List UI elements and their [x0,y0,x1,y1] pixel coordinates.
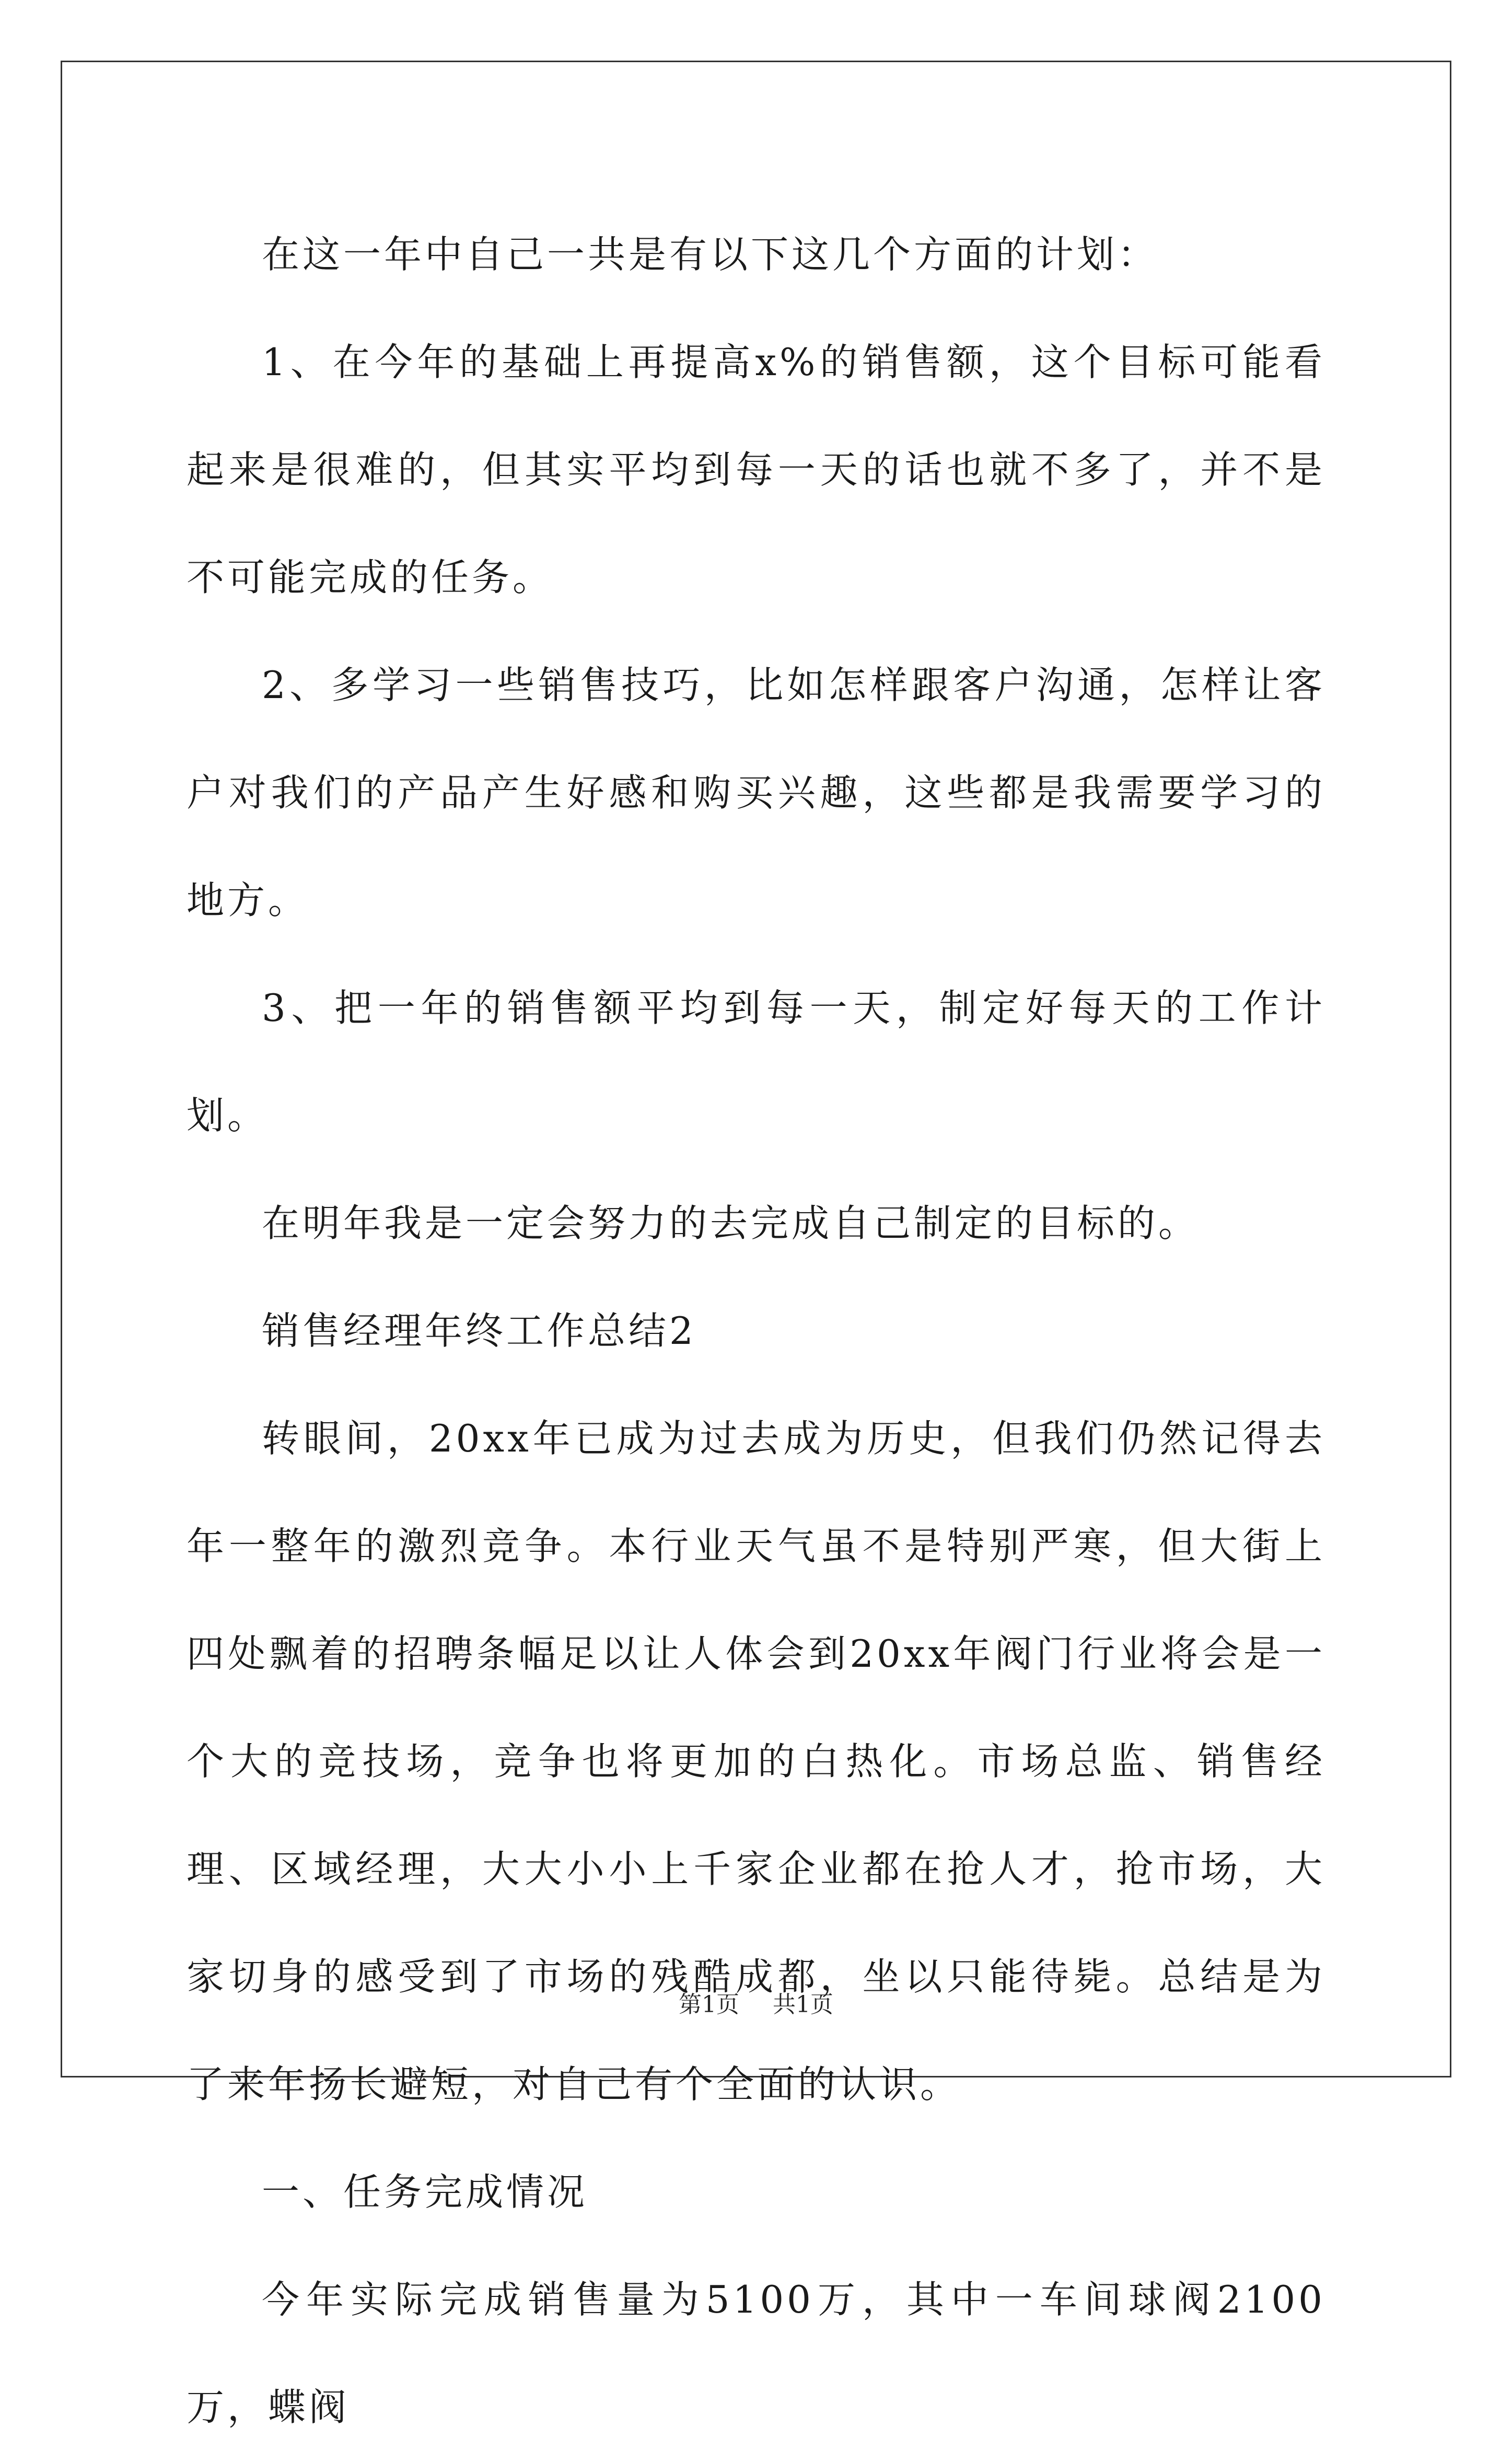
page-number: 第1页 [679,1991,739,2018]
page-total: 共1页 [773,1991,833,2018]
paragraph-review: 转眼间，20xx年已成为过去成为历史，但我们仍然记得去年一整年的激烈竞争。本行业天气虽不是特别严寒，但大街上四处飘着的招聘条幅足以让人体会到20xx年阀门行业将会是一个大的竞技场，竞争也将更加的白热化。市场总监、销售经理、区域经理，大大小小上千家企业都在抢人才，抢市场，大家切身的感受到了市场的残酷成都，坐以只能待毙。总结是为了来年扬长避短，对自己有个全面的认识。 [187,1417,1325,2106]
paragraph-next-year: 在明年我是一定会努力的去完成自己制定的目标的。 [262,1201,1200,1245]
document-body [187,201,1325,2461]
paragraph-plan-1: 1、在今年的基础上再提高x%的销售额，这个目标可能看起来是很难的，但其实平均到每一天的话也就不多了，并不是不可能完成的任务。 [187,340,1325,599]
section-title: 销售经理年终工作总结2 [262,1309,696,1353]
heading-task-completion: 一、任务完成情况 [262,2170,588,2214]
paragraph-plan-2: 2、多学习一些销售技巧，比如怎样跟客户沟通，怎样让客户对我们的产品产生好感和购买兴趣，这些都是我需要学习的地方。 [187,663,1325,922]
paragraph-sales-volume: 今年实际完成销售量为5100万，其中一车间球阀2100万，蝶阀 [187,2278,1325,2429]
page-footer [0,1986,1512,2019]
paragraph-plan-3: 3、把一年的销售额平均到每一天，制定好每天的工作计划。 [187,986,1325,1137]
paragraph-plan-intro: 在这一年中自己一共是有以下这几个方面的计划： [262,233,1159,276]
